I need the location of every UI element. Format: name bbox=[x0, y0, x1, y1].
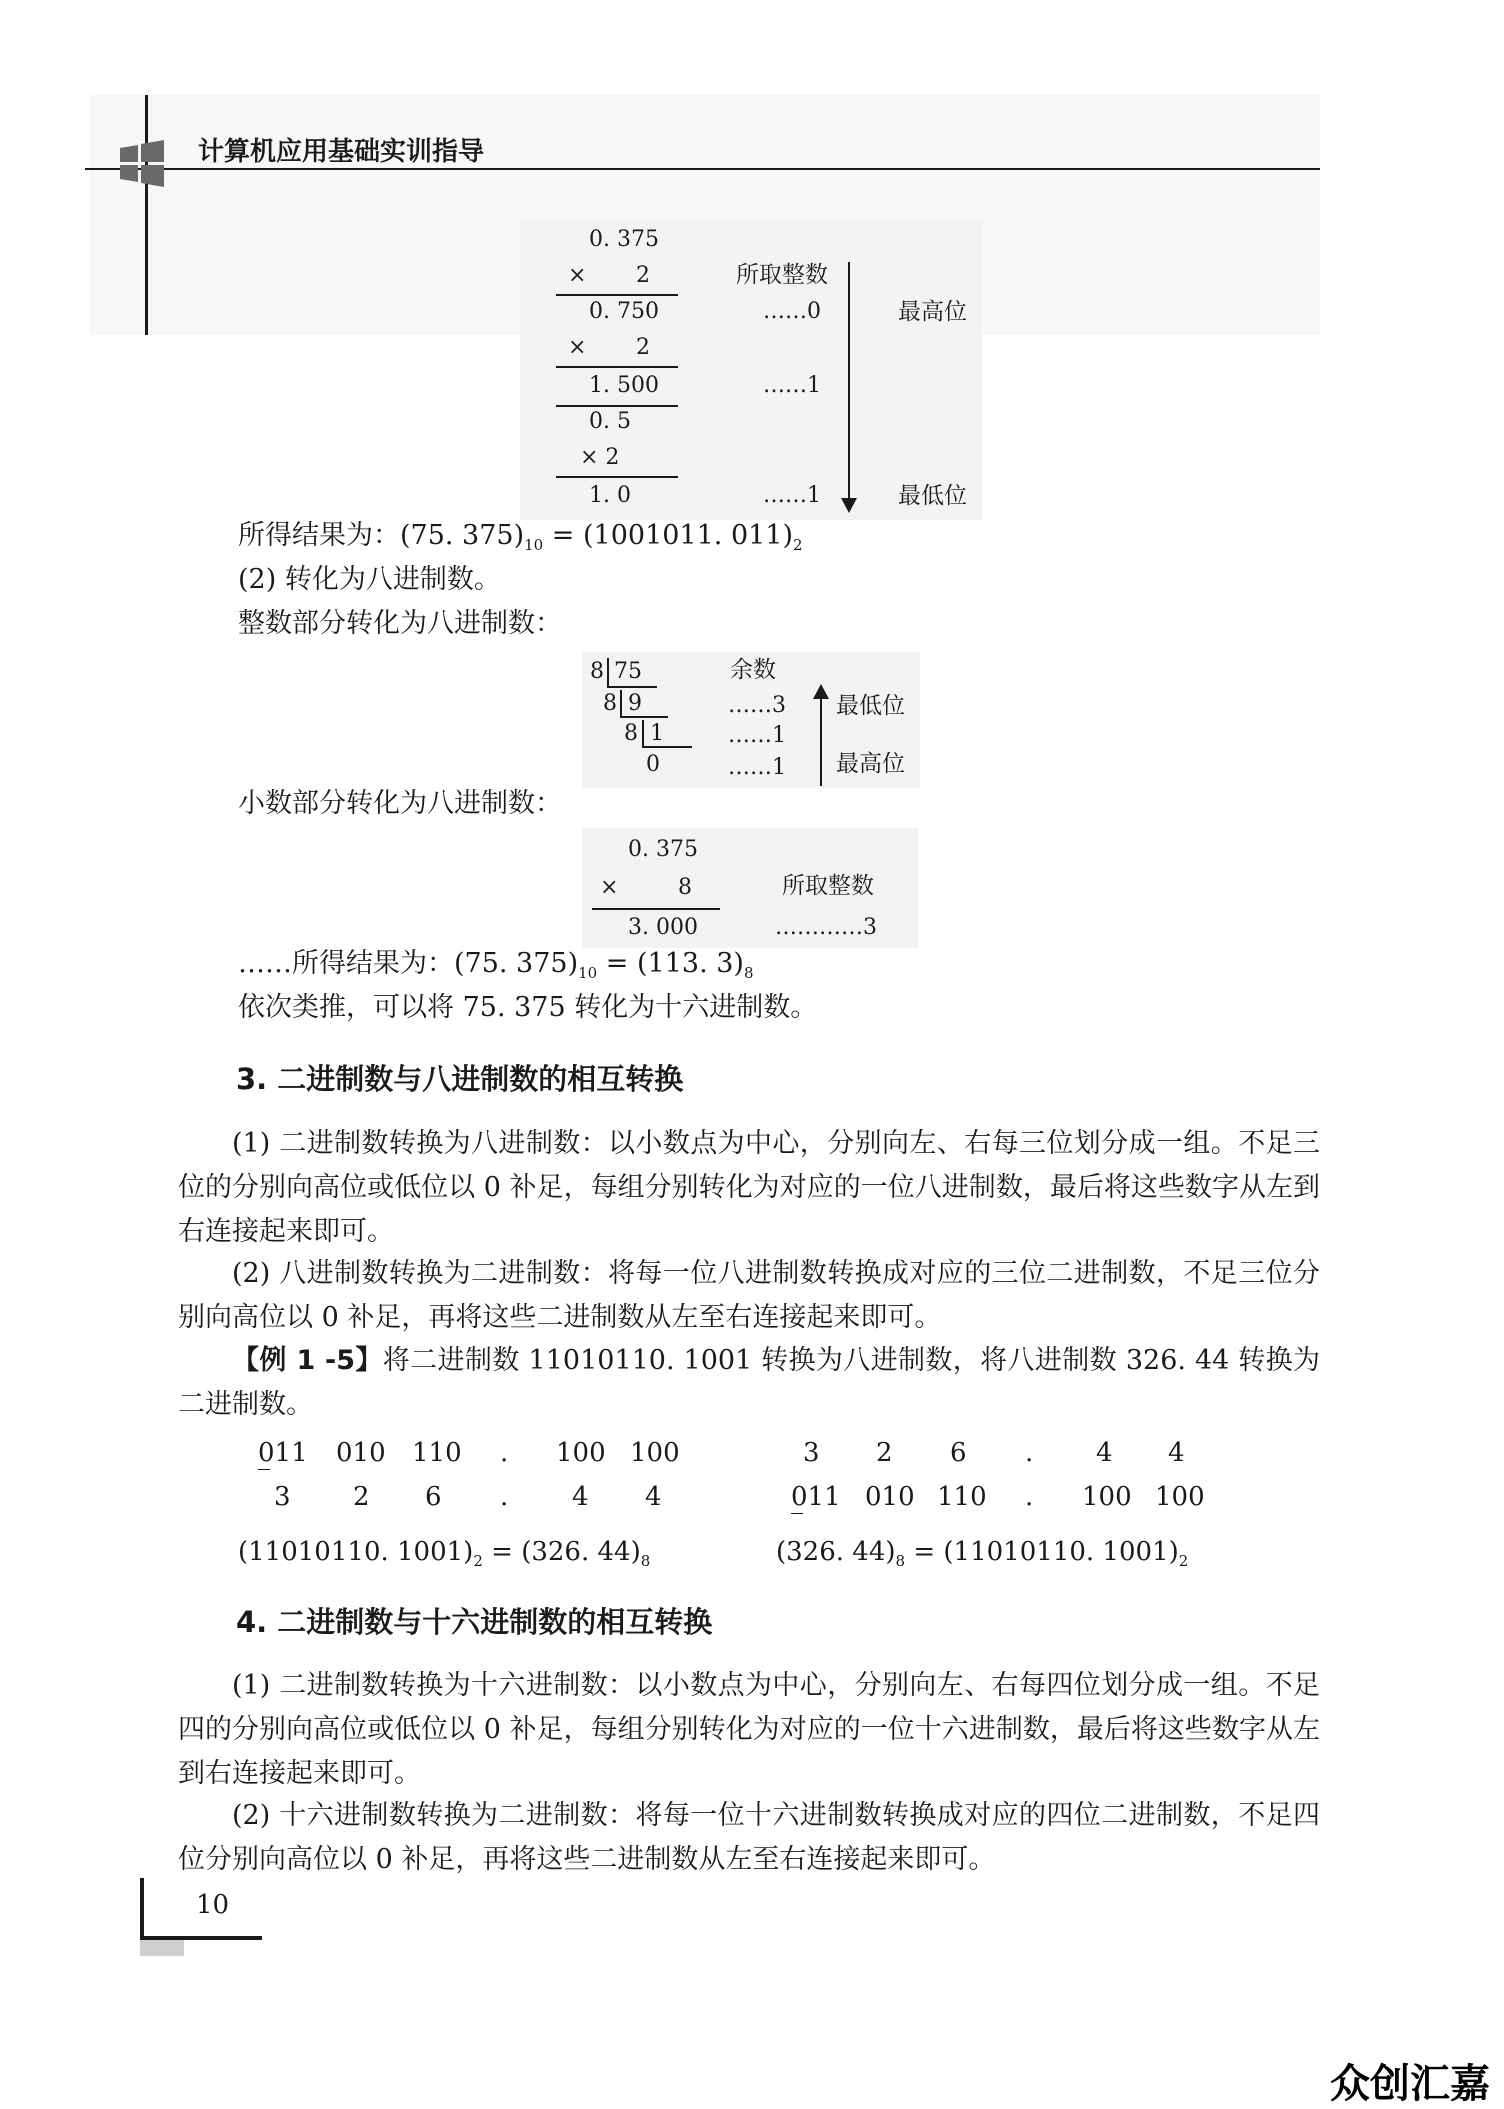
calc1-arrow-shaft bbox=[848, 262, 850, 502]
analog-text: 依次类推，可以将 75. 375 转化为十六进制数。 bbox=[238, 992, 818, 1023]
section3-paragraph2: (2) 八进制数转换为二进制数：将每一位八进制数转换成对应的三位二进制数，不足三位分别向高位以 0 补足，再将这些二进制数从左至右连接起来即可。 bbox=[178, 1258, 1320, 1333]
calc1-row1: 0. 375 bbox=[589, 227, 659, 252]
calc1-bottom-label: 最低位 bbox=[898, 483, 967, 509]
example-paragraph bbox=[178, 1339, 1320, 1427]
ex-left-top-5: 100 bbox=[630, 1438, 680, 1468]
ex-right-bottom-4: 100 bbox=[1082, 1482, 1132, 1512]
ex-right-top-3: . bbox=[1025, 1438, 1034, 1468]
div-bar1 bbox=[607, 658, 609, 686]
div-rule3 bbox=[642, 746, 692, 748]
div-divisor1: 8 bbox=[590, 659, 604, 684]
ex-right-bottom-5: 100 bbox=[1155, 1482, 1205, 1512]
ex-right-top-2: 6 bbox=[950, 1438, 967, 1468]
div-high-label: 最高位 bbox=[836, 751, 905, 777]
div-label: 余数 bbox=[730, 657, 776, 683]
div-rem2: ……1 bbox=[728, 723, 786, 748]
calc1-row5: 1. 0 bbox=[589, 483, 631, 508]
ex-right-bottom-0: 011 bbox=[791, 1482, 841, 1512]
calc1-mult2: 2 bbox=[636, 335, 650, 360]
ex-right-bottom-1: 010 bbox=[865, 1482, 915, 1512]
calc2-row2: 3. 000 bbox=[628, 915, 698, 940]
div-num1: 75 bbox=[614, 659, 642, 684]
div-arrow-shaft bbox=[820, 698, 822, 786]
calc1-label: 所取整数 bbox=[736, 262, 828, 288]
calc2-digit: …………3 bbox=[775, 915, 877, 940]
ex-left-bottom-3: . bbox=[500, 1482, 509, 1512]
ex-right-bottom-2: 110 bbox=[937, 1482, 987, 1512]
ex-left-underline bbox=[258, 1469, 270, 1470]
example-label: 【例 1 -5】 bbox=[232, 1345, 383, 1376]
page-number: 10 bbox=[196, 1890, 230, 1920]
ex-left-top-4: 100 bbox=[556, 1438, 606, 1468]
footer-shade bbox=[140, 1940, 184, 1956]
div-num3: 1 bbox=[650, 721, 664, 746]
calc1-digit2: ……1 bbox=[763, 373, 821, 398]
calc1-row3: 1. 500 bbox=[589, 373, 659, 398]
ex-right-bottom-3: . bbox=[1025, 1482, 1034, 1512]
section3-title: 3. 二进制数与八进制数的相互转换 bbox=[236, 1062, 684, 1096]
example-text: 将二进制数 11010110. 1001 转换为八进制数，将八进制数 326. 44 转换为二进制数。 bbox=[178, 1345, 1320, 1420]
header-vertical-rule bbox=[145, 95, 148, 335]
calc1-digit3: ……1 bbox=[763, 483, 821, 508]
ex-left-result: (11010110. $1001)_2 = (326$. $44)_8$ bbox=[238, 1537, 651, 1570]
div-bar2 bbox=[620, 690, 622, 716]
div-divisor2: 8 bbox=[603, 691, 617, 716]
div-rem3: ……1 bbox=[728, 755, 786, 780]
calc2-label: 所取整数 bbox=[782, 873, 874, 899]
calc1-top-label: 最高位 bbox=[898, 299, 967, 325]
div-low-label: 最低位 bbox=[836, 693, 905, 719]
calc1-rule3 bbox=[556, 405, 678, 407]
header-rule bbox=[85, 168, 1320, 170]
calc1-digit1: ……0 bbox=[763, 299, 821, 324]
calc2-rule bbox=[592, 908, 720, 910]
result2: ……所得结果为：(75. $375)_{10} = (113$. $3)_8$ bbox=[238, 948, 754, 982]
div-rule2 bbox=[620, 716, 668, 718]
ex-right-top-4: 4 bbox=[1096, 1438, 1113, 1468]
ex-left-top-0: 011 bbox=[258, 1438, 308, 1468]
calc1-times3: × 2 bbox=[580, 445, 620, 470]
step2-heading: (2) 转化为八进制数。 bbox=[238, 564, 501, 595]
watermark: 众创汇嘉 bbox=[1330, 2061, 1490, 2107]
header-title: 计算机应用基础实训指导 bbox=[198, 137, 485, 167]
section4-paragraph2: (2) 十六进制数转换为二进制数：将每一位十六进制数转换成对应的四位二进制数，不足四位分别向高位以 0 补足，再将这些二进制数从左至右连接起来即可。 bbox=[178, 1800, 1320, 1875]
calc1-row2: 0. 750 bbox=[589, 299, 659, 324]
section4-title: 4. 二进制数与十六进制数的相互转换 bbox=[236, 1605, 713, 1639]
ex-right-top-1: 2 bbox=[876, 1438, 893, 1468]
calc1-row4: 0. 5 bbox=[589, 409, 631, 434]
int-part-heading: 整数部分转化为八进制数： bbox=[238, 608, 562, 639]
ex-left-bottom-4: 4 bbox=[572, 1482, 589, 1512]
section4-paragraph1: (1) 二进制数转换为十六进制数：以小数点为中心，分别向左、右每四位划分成一组。不足四的分别向高位或低位以 0 补足，每组分别转化为对应的一位十六进制数，最后将这些数字从左到右连接起来即可。 bbox=[178, 1670, 1320, 1789]
div-rem1: ……3 bbox=[728, 693, 786, 718]
ex-right-result: (326. $44)_8 = (11010110$. $1001)_2$ bbox=[776, 1537, 1189, 1570]
ex-left-bottom-0: 3 bbox=[274, 1482, 291, 1512]
div-bar3 bbox=[642, 720, 644, 746]
result1: 所得结果为：(75. $375)_{10} = (1001011$. $011)_2$ bbox=[238, 520, 803, 554]
section3-paragraph1: (1) 二进制数转换为八进制数：以小数点为中心，分别向左、右每三位划分成一组。不足三位的分别向高位或低位以 0 补足，每组分别转化为对应的一位八进制数，最后将这些数字从左到右连接起来即可。 bbox=[178, 1128, 1320, 1247]
ex-left-bottom-1: 2 bbox=[353, 1482, 370, 1512]
ex-right-underline bbox=[791, 1513, 803, 1514]
down-arrow-icon bbox=[841, 498, 857, 514]
ex-left-top-1: 010 bbox=[336, 1438, 386, 1468]
windows-logo-icon bbox=[118, 140, 168, 188]
calc2-times: × bbox=[600, 875, 619, 900]
calc1-rule4 bbox=[556, 476, 678, 478]
frac-part-heading: 小数部分转化为八进制数： bbox=[238, 788, 562, 819]
ex-right-top-5: 4 bbox=[1168, 1438, 1185, 1468]
ex-left-top-2: 110 bbox=[412, 1438, 462, 1468]
ex-right-top-0: 3 bbox=[803, 1438, 820, 1468]
ex-left-top-3: . bbox=[500, 1438, 509, 1468]
div-rule1 bbox=[607, 686, 657, 688]
calc1-times1: × bbox=[568, 263, 587, 288]
div-divisor3: 8 bbox=[624, 721, 638, 746]
calc2-row1: 0. 375 bbox=[628, 837, 698, 862]
ex-left-bottom-2: 6 bbox=[425, 1482, 442, 1512]
calc1-rule2 bbox=[556, 366, 678, 368]
calc1-rule1 bbox=[556, 294, 678, 296]
calc1-times2: × bbox=[568, 335, 587, 360]
ex-left-bottom-5: 4 bbox=[645, 1482, 662, 1512]
calc1-mult1: 2 bbox=[636, 263, 650, 288]
footer-vertical-rule bbox=[140, 1878, 144, 1940]
div-num4: 0 bbox=[646, 752, 660, 777]
div-num2: 9 bbox=[628, 691, 642, 716]
calc2-mult: 8 bbox=[678, 875, 692, 900]
